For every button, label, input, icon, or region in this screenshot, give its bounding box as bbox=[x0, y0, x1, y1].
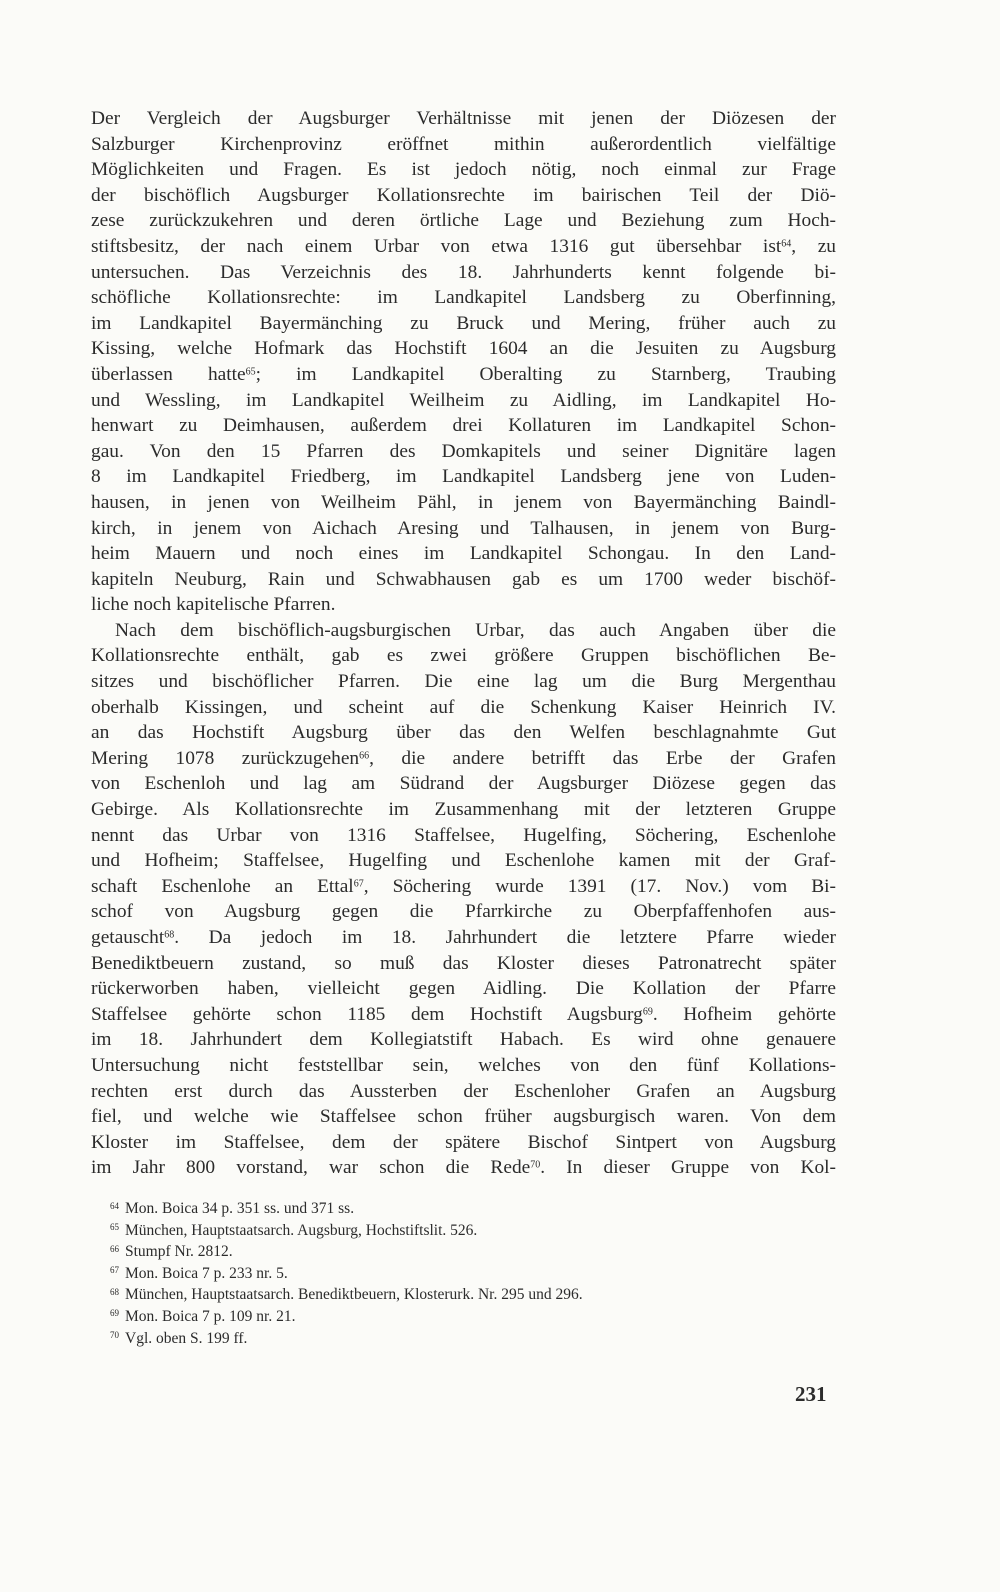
text-line: rückerworben haben, vielleicht gegen Aidling. Die Kollation der Pfarre bbox=[91, 978, 836, 1000]
footnote-number: 66 bbox=[110, 1243, 119, 1254]
text-line: überlassen hatte$^{65}$; im Landkapitel Oberalting zu Starnberg, Traubing bbox=[91, 363, 837, 385]
footnote bbox=[110, 1328, 850, 1350]
footnote-number: 67 bbox=[110, 1265, 119, 1276]
footnote-ref[interactable]: 68 bbox=[164, 929, 175, 941]
text-line: Nach dem bischöflich-augsburgischen Urbar, das auch Angaben über die bbox=[115, 619, 836, 641]
footnote-number: 64 bbox=[110, 1200, 119, 1211]
page-number: 231 bbox=[795, 1382, 827, 1406]
text-line: schof von Augsburg gegen die Pfarrkirche zu Oberpfaffenhofen aus- bbox=[91, 901, 836, 923]
text-line: oberhalb Kissingen, und scheint auf die Schenkung Kaiser Heinrich IV. bbox=[91, 696, 836, 718]
text-line: nennt das Urbar von 1316 Staffelsee, Hugelfing, Söchering, Eschenlohe bbox=[91, 824, 836, 846]
text-line: stiftsbesitz, der nach einem Urbar von etwa 1316 gut übersehbar ist$^{64}$, zu bbox=[91, 235, 837, 257]
text-line: an das Hochstift Augsburg über das den Welfen beschlagnahmte Gut bbox=[91, 722, 836, 744]
text-line: im Jahr 800 vorstand, war schon die Rede$^{70}$. In dieser Gruppe von Kol- bbox=[91, 1157, 836, 1179]
text-line: im Landkapitel Bayermänching zu Bruck und Mering, früher auch zu bbox=[91, 312, 836, 334]
text-line: Benediktbeuern zustand, so muß das Kloster dieses Patronatrecht später bbox=[91, 952, 836, 974]
text-line: und Hofheim; Staffelsee, Hugelfing und Eschenlohe kamen mit der Graf- bbox=[91, 850, 836, 872]
text-line: untersuchen. Das Verzeichnis des 18. Jahrhunderts kennt folgende bi- bbox=[91, 261, 836, 283]
footnote-ref[interactable]: 67 bbox=[353, 878, 364, 890]
text-line: fiel, und welche wie Staffelsee schon früher augsburgisch waren. Von dem bbox=[91, 1106, 836, 1128]
footnote bbox=[110, 1241, 850, 1263]
body-text bbox=[91, 106, 836, 1181]
text-line: Der Vergleich der Augsburger Verhältnisse mit jenen der Diözesen der bbox=[91, 108, 836, 129]
text-line: getauscht$^{68}$. Da jedoch im 18. Jahrhundert die letztere Pfarre wieder bbox=[91, 927, 836, 948]
text-line: Staffelsee gehörte schon 1185 dem Hochstift Augsburg$^{69}$. Hofheim gehörte bbox=[91, 1003, 836, 1025]
footnote-number: 65 bbox=[110, 1222, 119, 1233]
text-line: Kissing, welche Hofmark das Hochstift 1604 an die Jesuiten zu Augsburg bbox=[91, 338, 836, 360]
footnote-text: Stumpf Nr. 2812. bbox=[125, 1243, 233, 1261]
footnote bbox=[110, 1284, 850, 1306]
text-line: und Wessling, im Landkapitel Weilheim zu Aidling, im Landkapitel Ho- bbox=[91, 389, 836, 411]
text-line: henwart zu Deimhausen, außerdem drei Kollaturen im Landkapitel Schon- bbox=[91, 415, 836, 437]
footnote-ref[interactable]: 64 bbox=[781, 238, 792, 250]
footnote-ref[interactable]: 70 bbox=[530, 1159, 541, 1171]
text-line: heim Mauern und noch eines im Landkapitel Schongau. In den Land- bbox=[91, 543, 836, 565]
text-line: Untersuchung nicht feststellbar sein, welches von den fünf Kollations- bbox=[91, 1054, 836, 1076]
footnote bbox=[110, 1263, 850, 1285]
footnote-text: Vgl. oben S. 199 ff. bbox=[125, 1329, 248, 1347]
text-line: von Eschenloh und lag am Südrand der Augsburger Diözese gegen das bbox=[91, 773, 836, 795]
footnote-text: München, Hauptstaatsarch. Benediktbeuern, Klosterurk. Nr. 295 und 296. bbox=[125, 1286, 583, 1304]
footnote-ref[interactable]: 66 bbox=[359, 750, 370, 762]
text-line: hausen, in jenen von Weilheim Pähl, in jenem von Bayermänching Baindl- bbox=[91, 491, 836, 513]
text-line: kirch, in jenem von Aichach Aresing und Talhausen, in jenem von Burg- bbox=[91, 517, 836, 539]
text-line: Mering 1078 zurückzugehen$^{66}$, die andere betrifft das Erbe der Grafen bbox=[91, 747, 836, 769]
footnote bbox=[110, 1306, 850, 1328]
footnote-text: Mon. Boica 7 p. 109 nr. 21. bbox=[125, 1307, 296, 1325]
text-line: rechten erst durch das Aussterben der Eschenloher Grafen an Augsburg bbox=[91, 1080, 836, 1102]
footnote-number: 68 bbox=[110, 1286, 119, 1297]
text-line: der bischöflich Augsburger Kollationsrechte im bairischen Teil der Diö- bbox=[91, 184, 836, 206]
text-line: Salzburger Kirchenprovinz eröffnet mithin außerordentlich vielfältige bbox=[91, 133, 836, 155]
text-line: Kollationsrechte enthält, gab es zwei größere Gruppen bischöflichen Be- bbox=[91, 645, 836, 667]
text-line: zese zurückzukehren und deren örtliche Lage und Beziehung zum Hoch- bbox=[91, 210, 836, 232]
footnotes bbox=[110, 1198, 850, 1349]
footnote-number: 69 bbox=[110, 1308, 119, 1319]
footnote-ref[interactable]: 65 bbox=[245, 366, 256, 378]
text-line: schaft Eschenlohe an Ettal$^{67}$, Söchering wurde 1391 (17. Nov.) vom Bi- bbox=[91, 875, 836, 897]
footnote-text: Mon. Boica 34 p. 351 ss. und 371 ss. bbox=[125, 1200, 355, 1217]
footnote bbox=[110, 1220, 850, 1242]
text-line: schöfliche Kollationsrechte: im Landkapitel Landsberg zu Oberfinning, bbox=[91, 287, 836, 309]
text-line: Kloster im Staffelsee, dem der spätere Bischof Sintpert von Augsburg bbox=[91, 1131, 836, 1153]
text-line: im 18. Jahrhundert dem Kollegiatstift Habach. Es wird ohne genauere bbox=[91, 1029, 836, 1051]
footnote-ref[interactable]: 69 bbox=[642, 1006, 653, 1018]
footnote-text: Mon. Boica 7 p. 233 nr. 5. bbox=[125, 1264, 288, 1282]
footnote bbox=[110, 1198, 850, 1220]
text-line: 8 im Landkapitel Friedberg, im Landkapitel Landsberg jene von Luden- bbox=[91, 466, 836, 488]
footnote-text: München, Hauptstaatsarch. Augsburg, Hochstiftslit. 526. bbox=[125, 1221, 478, 1239]
text-line: Möglichkeiten und Fragen. Es ist jedoch nötig, noch einmal zur Frage bbox=[91, 159, 836, 181]
text-line: kapiteln Neuburg, Rain und Schwabhausen gab es um 1700 weder bischöf- bbox=[91, 568, 836, 590]
text-line: liche noch kapitelische Pfarren. bbox=[91, 594, 336, 616]
footnote-number: 70 bbox=[110, 1330, 119, 1341]
text-line: Gebirge. Als Kollationsrechte im Zusammenhang mit der letzteren Gruppe bbox=[91, 799, 836, 821]
text-line: sitzes und bischöflicher Pfarren. Die eine lag um die Burg Mergenthau bbox=[91, 671, 836, 693]
text-line: gau. Von den 15 Pfarren des Domkapitels und seiner Dignitäre lagen bbox=[91, 440, 836, 462]
